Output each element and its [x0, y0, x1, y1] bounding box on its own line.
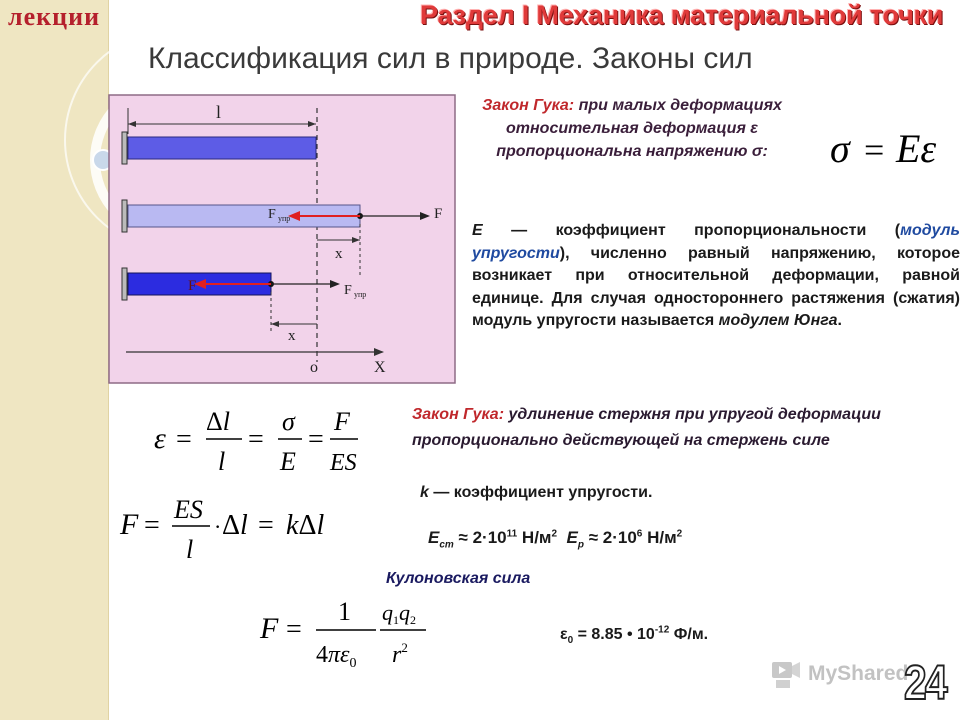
length-label: l — [216, 102, 222, 122]
rubber-unit: Н/м — [647, 528, 677, 547]
modulus-values — [428, 528, 683, 551]
lectures-label: лекции — [8, 2, 101, 31]
page-title: Классификация сил в природе. Законы сил — [148, 42, 753, 75]
watermark-text: MyShared — [808, 662, 909, 685]
elastic-force-sub-1: упр — [278, 214, 291, 223]
epsilon0-sub: 0 — [567, 635, 574, 647]
svg-text:ε: ε — [154, 422, 166, 455]
hooke-law-title-1: Закон Гука: — [482, 97, 575, 114]
svg-text:1: 1 — [338, 597, 351, 626]
axis-x-label: X — [374, 359, 386, 376]
modulus-description — [472, 220, 960, 333]
rubber-exponent: 6 — [636, 528, 643, 540]
rubber-modulus-symbol: E — [566, 528, 578, 547]
x-label-1: x — [335, 246, 343, 262]
svg-text:l: l — [186, 535, 194, 564]
steel-subscript: ст — [439, 539, 454, 551]
modulus-text-1: — коэффициент пропорциональности ( — [511, 222, 901, 239]
svg-text:F: F — [260, 612, 279, 645]
epsilon0-val: = 8.85 • 10 — [577, 626, 655, 643]
hooke-law-title-2: Закон Гука: — [412, 406, 505, 423]
svg-text:=: = — [144, 510, 160, 541]
steel-value: ≈ 2·10 — [458, 528, 507, 547]
x-label-2: x — [288, 328, 296, 344]
svg-text:Eε: Eε — [896, 126, 937, 171]
elastic-force-sub-2: упр — [354, 290, 367, 299]
svg-text:4πε0: $4\pi\varepsilon_0$ — [316, 642, 357, 671]
svg-text:=: = — [864, 130, 885, 170]
svg-text:=: = — [176, 424, 192, 455]
elastic-force-label-1: F — [268, 207, 276, 222]
svg-text:σ: σ — [282, 407, 295, 436]
epsilon0-unit: Ф/м. — [673, 626, 709, 643]
steel-exponent: 11 — [506, 528, 518, 540]
svg-text:σ: σ — [830, 126, 850, 171]
formula-stress — [826, 124, 958, 172]
svg-text:Δl: Δl — [222, 510, 248, 541]
svg-text:F: F — [120, 508, 139, 541]
modulus-symbol: E — [472, 222, 483, 239]
origin-label: o — [310, 359, 318, 376]
elastic-coefficient — [420, 482, 652, 505]
svg-text:·: · — [214, 514, 222, 539]
svg-text:=: = — [248, 424, 264, 455]
steel-unit: Н/м — [521, 528, 552, 547]
svg-text:=: = — [308, 424, 324, 455]
svg-text:l: l — [218, 447, 226, 476]
hooke-law-text-2: удлинение стержня при упругой деформации пропорционально действующей на стержень силе — [412, 406, 881, 449]
force-label-left: F — [188, 278, 197, 294]
svg-text:r2: $r^2$ — [392, 640, 408, 668]
epsilon0-value — [560, 624, 709, 647]
watermark-icon — [770, 658, 804, 692]
epsilon0-symbol: ε — [560, 626, 568, 643]
formula-hooke-force — [118, 490, 350, 570]
coulomb-label: Кулоновская сила — [386, 570, 531, 587]
rod-deformation-figure — [108, 94, 456, 384]
hooke-law-text-1: при малых деформациях относительная деформация ε пропорциональна напряжению σ: — [496, 97, 782, 160]
page-number: 24 — [904, 657, 946, 710]
watermark-logo — [770, 656, 909, 692]
rubber-subscript: р — [577, 539, 584, 551]
modulus-term: модуль упругости — [472, 222, 960, 262]
force-label-right: F — [434, 206, 443, 222]
young-modulus: модулем Юнга — [718, 312, 838, 329]
k-text: — коэффициент упругости. — [433, 484, 653, 501]
formula-relative-deformation — [150, 398, 360, 482]
svg-text:ES: ES — [174, 495, 203, 524]
rubber-value: ≈ 2·10 — [588, 528, 637, 547]
svg-text:q1q2: q1q2 — [382, 600, 416, 627]
svg-text:Δl: Δl — [206, 407, 230, 436]
svg-text:F: F — [334, 407, 350, 436]
hooke-law-stress — [462, 94, 802, 163]
k-symbol: k — [420, 484, 429, 501]
formula-coulomb — [258, 592, 434, 674]
svg-text:kΔl: kΔl — [286, 510, 325, 541]
section-heading: Раздел I Механика материальной точки — [420, 0, 944, 30]
rubber-unit-exp: 2 — [676, 528, 683, 540]
epsilon0-exp: -12 — [654, 624, 670, 636]
steel-unit-exp: 2 — [551, 528, 558, 540]
svg-text:E: E — [280, 447, 296, 476]
steel-modulus-symbol: E — [428, 528, 440, 547]
modulus-end: . — [837, 312, 842, 329]
svg-text:=: = — [286, 614, 302, 645]
elastic-force-label-2: F — [344, 283, 352, 298]
svg-text:ES: ES — [330, 450, 357, 476]
hooke-law-elongation — [412, 402, 932, 454]
svg-text:=: = — [258, 510, 274, 541]
modulus-text-2: ), численно равный напряжению, которое возникает при относительной деформации, равной единице. Для случая одностороннего растяжения (сжатия) модуль упругости называется — [472, 244, 960, 329]
